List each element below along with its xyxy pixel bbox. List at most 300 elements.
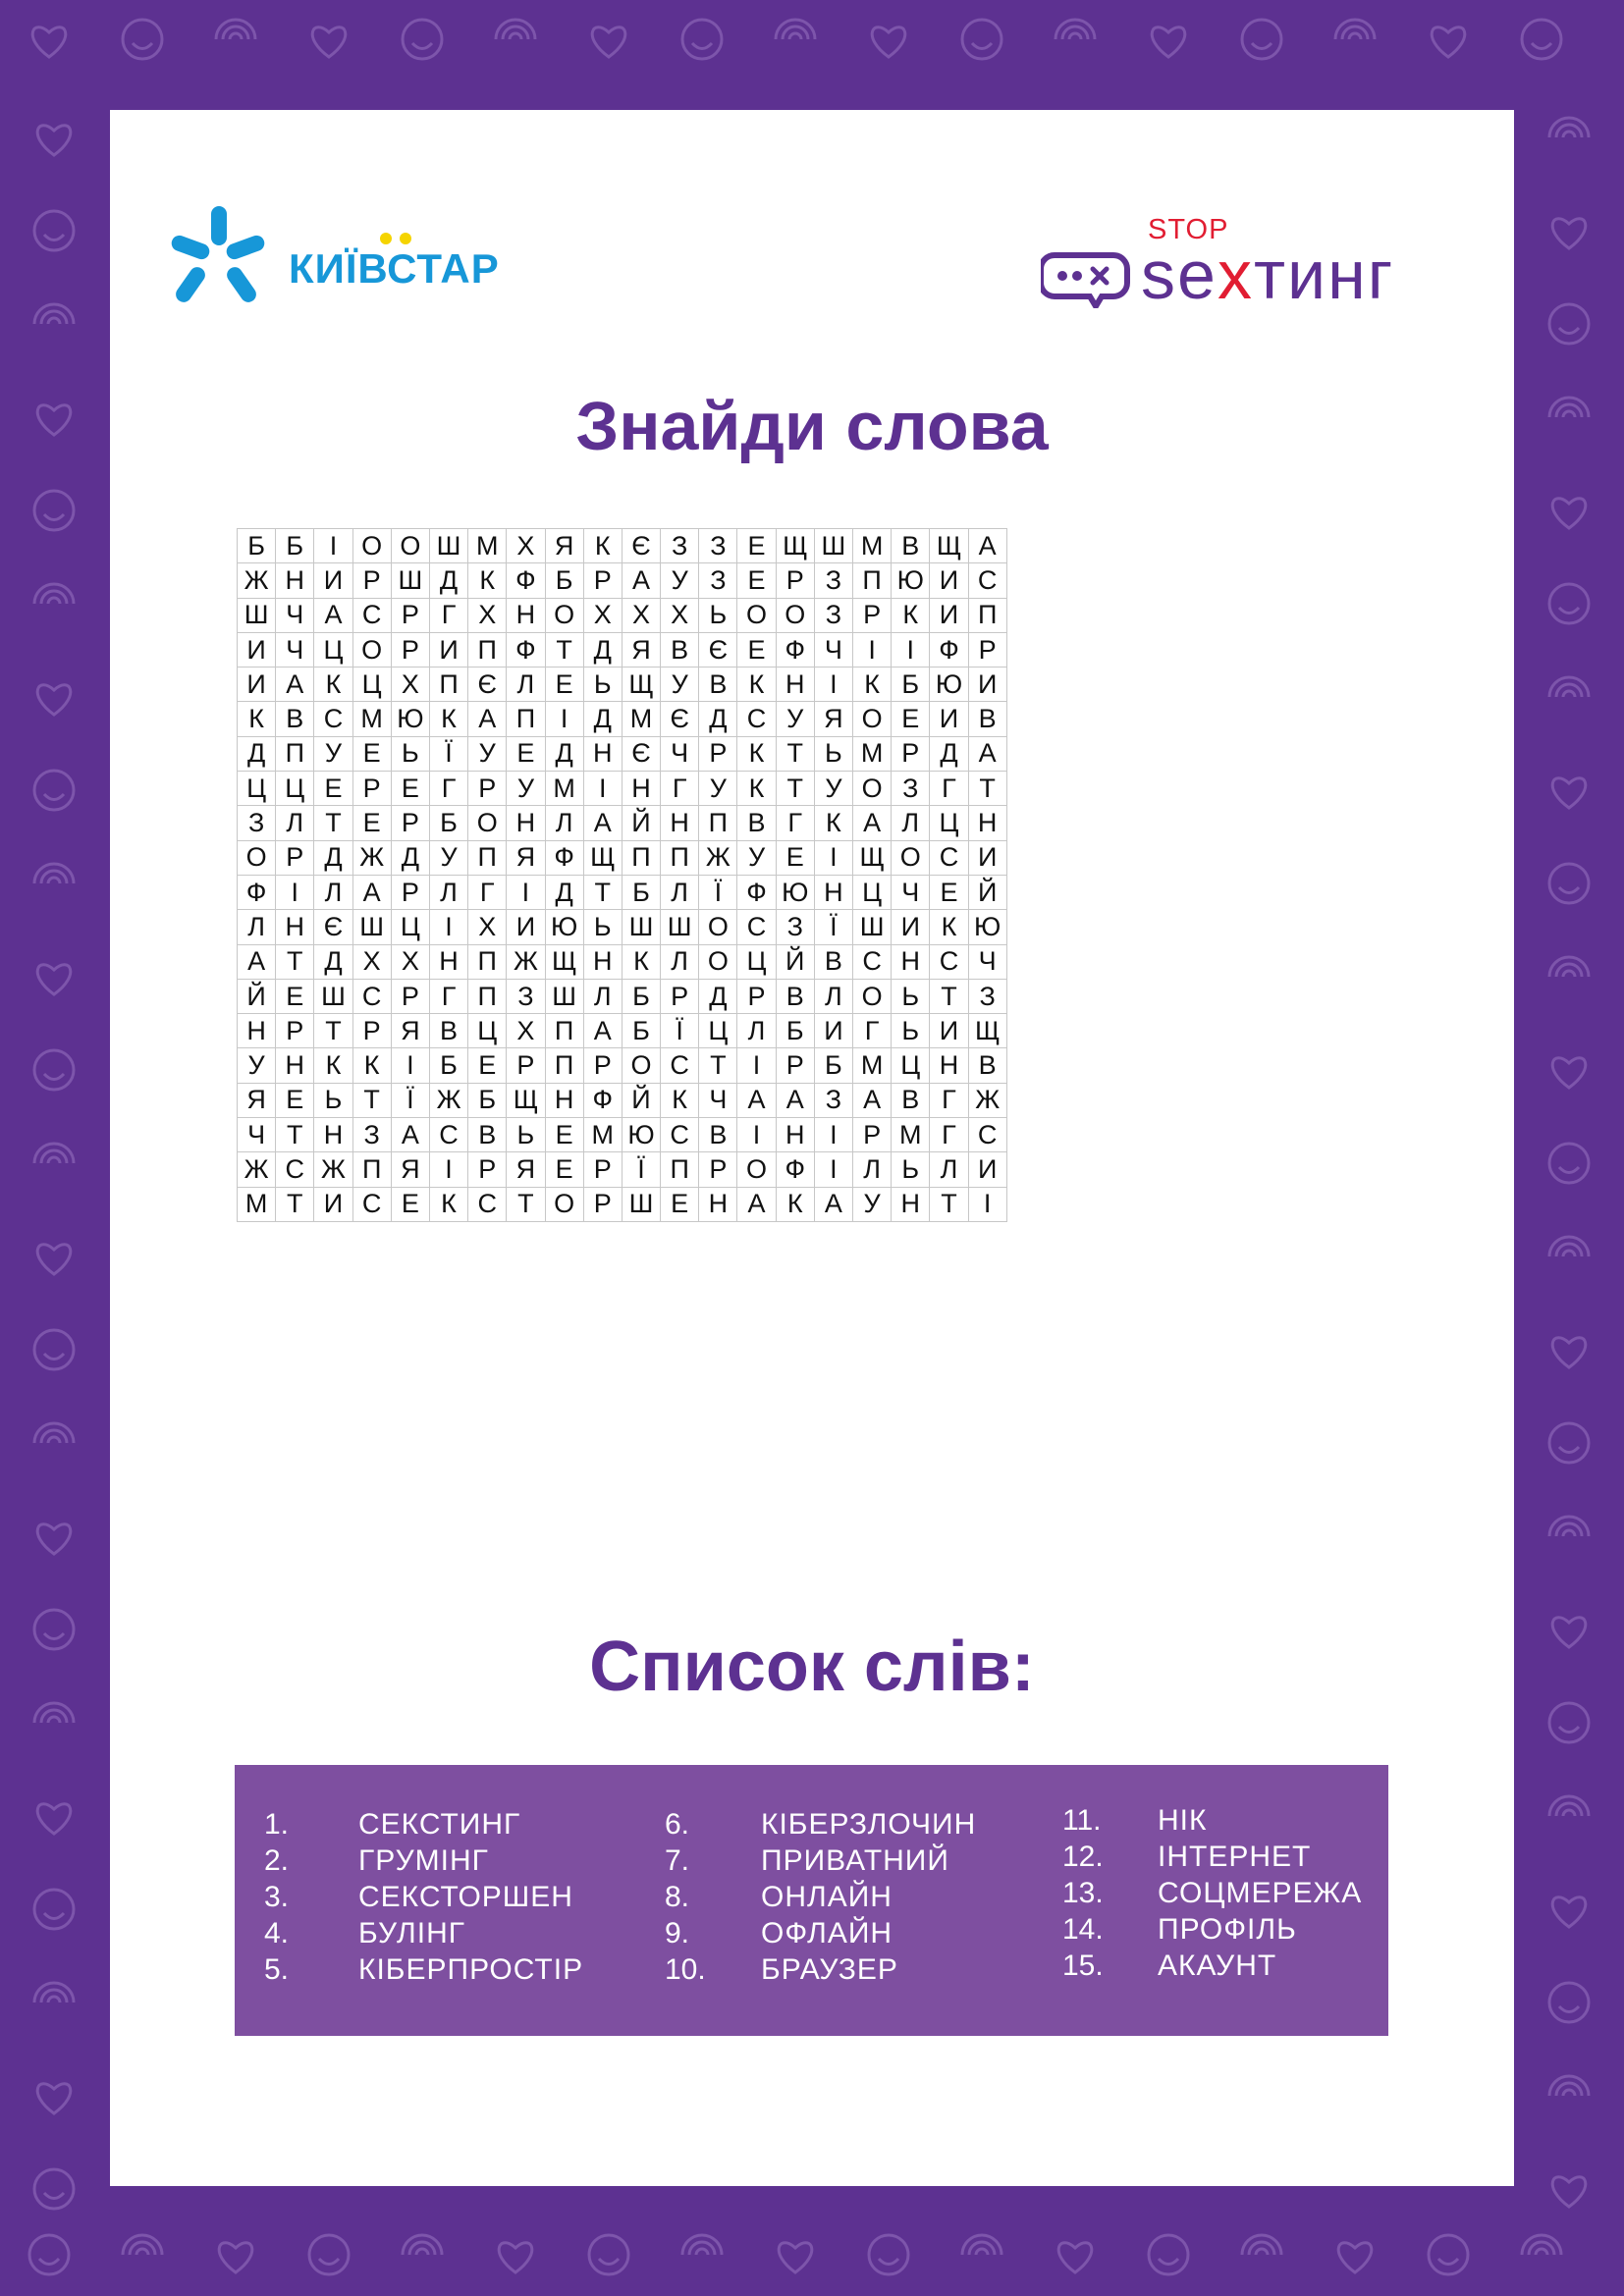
- grid-cell[interactable]: Р: [391, 806, 429, 840]
- grid-cell[interactable]: Ї: [699, 875, 737, 909]
- grid-cell[interactable]: А: [776, 1083, 814, 1117]
- grid-cell[interactable]: И: [930, 563, 968, 598]
- grid-cell[interactable]: Т: [968, 772, 1006, 806]
- grid-cell[interactable]: Е: [314, 772, 352, 806]
- grid-cell[interactable]: Г: [661, 772, 699, 806]
- grid-cell[interactable]: Є: [314, 910, 352, 944]
- grid-cell[interactable]: П: [429, 667, 467, 702]
- grid-cell[interactable]: Х: [622, 598, 660, 632]
- grid-cell[interactable]: Я: [622, 632, 660, 667]
- grid-cell[interactable]: Д: [699, 702, 737, 736]
- grid-cell[interactable]: С: [737, 910, 776, 944]
- grid-cell[interactable]: Ь: [583, 667, 622, 702]
- grid-cell[interactable]: Е: [507, 736, 545, 771]
- grid-cell[interactable]: І: [429, 1152, 467, 1187]
- grid-cell[interactable]: Р: [699, 1152, 737, 1187]
- grid-cell[interactable]: Е: [391, 772, 429, 806]
- grid-cell[interactable]: М: [238, 1187, 276, 1221]
- grid-cell[interactable]: І: [814, 840, 852, 875]
- grid-cell[interactable]: Н: [930, 1048, 968, 1083]
- grid-cell[interactable]: Г: [930, 1118, 968, 1152]
- grid-cell[interactable]: Щ: [968, 1014, 1006, 1048]
- grid-cell[interactable]: Ц: [276, 772, 314, 806]
- grid-cell[interactable]: Ж: [352, 840, 391, 875]
- grid-cell[interactable]: З: [892, 772, 930, 806]
- grid-cell[interactable]: Ц: [352, 667, 391, 702]
- grid-cell[interactable]: Х: [507, 1014, 545, 1048]
- grid-cell[interactable]: Щ: [583, 840, 622, 875]
- grid-cell[interactable]: Б: [429, 1048, 467, 1083]
- grid-cell[interactable]: У: [699, 772, 737, 806]
- grid-cell[interactable]: А: [737, 1187, 776, 1221]
- grid-cell[interactable]: Х: [507, 529, 545, 563]
- grid-cell[interactable]: Р: [699, 736, 737, 771]
- grid-cell[interactable]: З: [661, 529, 699, 563]
- grid-cell[interactable]: И: [314, 563, 352, 598]
- grid-cell[interactable]: Я: [391, 1014, 429, 1048]
- grid-cell[interactable]: Н: [892, 944, 930, 979]
- grid-cell[interactable]: Н: [699, 1187, 737, 1221]
- grid-cell[interactable]: О: [545, 598, 583, 632]
- grid-cell[interactable]: Ц: [314, 632, 352, 667]
- grid-cell[interactable]: Т: [583, 875, 622, 909]
- grid-cell[interactable]: В: [968, 702, 1006, 736]
- grid-cell[interactable]: Х: [391, 944, 429, 979]
- grid-cell[interactable]: О: [853, 702, 892, 736]
- grid-cell[interactable]: Н: [429, 944, 467, 979]
- grid-cell[interactable]: Н: [276, 1048, 314, 1083]
- grid-cell[interactable]: Ф: [507, 632, 545, 667]
- grid-cell[interactable]: Ї: [391, 1083, 429, 1117]
- grid-cell[interactable]: О: [699, 944, 737, 979]
- grid-cell[interactable]: С: [276, 1152, 314, 1187]
- grid-cell[interactable]: Х: [468, 598, 507, 632]
- grid-cell[interactable]: Ж: [314, 1152, 352, 1187]
- grid-cell[interactable]: Д: [583, 702, 622, 736]
- grid-cell[interactable]: І: [391, 1048, 429, 1083]
- grid-cell[interactable]: Ь: [507, 1118, 545, 1152]
- grid-cell[interactable]: О: [776, 598, 814, 632]
- grid-cell[interactable]: Ю: [968, 910, 1006, 944]
- grid-cell[interactable]: С: [468, 1187, 507, 1221]
- grid-cell[interactable]: С: [352, 979, 391, 1013]
- grid-cell[interactable]: В: [699, 1118, 737, 1152]
- grid-cell[interactable]: А: [853, 1083, 892, 1117]
- grid-cell[interactable]: Ц: [853, 875, 892, 909]
- grid-cell[interactable]: Ш: [814, 529, 852, 563]
- grid-cell[interactable]: Б: [276, 529, 314, 563]
- grid-cell[interactable]: Ф: [238, 875, 276, 909]
- grid-cell[interactable]: В: [661, 632, 699, 667]
- grid-cell[interactable]: Р: [507, 1048, 545, 1083]
- grid-cell[interactable]: К: [737, 667, 776, 702]
- grid-cell[interactable]: І: [507, 875, 545, 909]
- grid-cell[interactable]: Б: [238, 529, 276, 563]
- grid-cell[interactable]: К: [661, 1083, 699, 1117]
- grid-cell[interactable]: І: [737, 1048, 776, 1083]
- grid-cell[interactable]: К: [468, 563, 507, 598]
- grid-cell[interactable]: Ф: [776, 1152, 814, 1187]
- grid-cell[interactable]: Л: [276, 806, 314, 840]
- grid-cell[interactable]: Т: [545, 632, 583, 667]
- grid-cell[interactable]: Щ: [930, 529, 968, 563]
- grid-cell[interactable]: О: [853, 979, 892, 1013]
- grid-cell[interactable]: Б: [622, 875, 660, 909]
- grid-cell[interactable]: К: [314, 1048, 352, 1083]
- grid-cell[interactable]: Л: [661, 875, 699, 909]
- grid-cell[interactable]: М: [622, 702, 660, 736]
- grid-cell[interactable]: П: [968, 598, 1006, 632]
- grid-cell[interactable]: Ж: [699, 840, 737, 875]
- grid-cell[interactable]: Д: [314, 944, 352, 979]
- grid-cell[interactable]: Н: [661, 806, 699, 840]
- grid-cell[interactable]: Г: [429, 772, 467, 806]
- grid-cell[interactable]: Н: [622, 772, 660, 806]
- grid-cell[interactable]: Ч: [892, 875, 930, 909]
- grid-cell[interactable]: О: [468, 806, 507, 840]
- grid-cell[interactable]: У: [737, 840, 776, 875]
- grid-cell[interactable]: Н: [776, 667, 814, 702]
- grid-cell[interactable]: Р: [391, 875, 429, 909]
- grid-cell[interactable]: Е: [737, 632, 776, 667]
- grid-cell[interactable]: Х: [352, 944, 391, 979]
- grid-cell[interactable]: З: [507, 979, 545, 1013]
- grid-cell[interactable]: Ф: [737, 875, 776, 909]
- grid-cell[interactable]: Ю: [776, 875, 814, 909]
- grid-cell[interactable]: Ж: [968, 1083, 1006, 1117]
- grid-cell[interactable]: А: [968, 736, 1006, 771]
- grid-cell[interactable]: Л: [507, 667, 545, 702]
- grid-cell[interactable]: Е: [545, 1118, 583, 1152]
- grid-cell[interactable]: П: [661, 1152, 699, 1187]
- grid-cell[interactable]: И: [314, 1187, 352, 1221]
- grid-cell[interactable]: И: [429, 632, 467, 667]
- grid-cell[interactable]: О: [853, 772, 892, 806]
- grid-cell[interactable]: Г: [930, 772, 968, 806]
- grid-cell[interactable]: К: [853, 667, 892, 702]
- grid-cell[interactable]: Х: [583, 598, 622, 632]
- grid-cell[interactable]: Н: [314, 1118, 352, 1152]
- grid-cell[interactable]: Х: [468, 910, 507, 944]
- grid-cell[interactable]: А: [583, 806, 622, 840]
- grid-cell[interactable]: Й: [968, 875, 1006, 909]
- grid-cell[interactable]: І: [853, 632, 892, 667]
- grid-cell[interactable]: Е: [468, 1048, 507, 1083]
- grid-cell[interactable]: Д: [545, 875, 583, 909]
- grid-cell[interactable]: Й: [238, 979, 276, 1013]
- grid-cell[interactable]: П: [853, 563, 892, 598]
- grid-cell[interactable]: Ж: [238, 1152, 276, 1187]
- grid-cell[interactable]: Б: [545, 563, 583, 598]
- grid-cell[interactable]: Ю: [622, 1118, 660, 1152]
- grid-cell[interactable]: В: [468, 1118, 507, 1152]
- grid-cell[interactable]: Ш: [545, 979, 583, 1013]
- grid-cell[interactable]: Е: [276, 979, 314, 1013]
- grid-cell[interactable]: Л: [545, 806, 583, 840]
- grid-cell[interactable]: Т: [699, 1048, 737, 1083]
- grid-cell[interactable]: Г: [429, 979, 467, 1013]
- grid-cell[interactable]: Б: [814, 1048, 852, 1083]
- grid-cell[interactable]: Т: [276, 1118, 314, 1152]
- grid-cell[interactable]: И: [238, 632, 276, 667]
- grid-cell[interactable]: Я: [814, 702, 852, 736]
- grid-cell[interactable]: Р: [583, 1152, 622, 1187]
- grid-cell[interactable]: У: [238, 1048, 276, 1083]
- grid-cell[interactable]: Д: [699, 979, 737, 1013]
- grid-cell[interactable]: У: [776, 702, 814, 736]
- grid-cell[interactable]: Щ: [622, 667, 660, 702]
- grid-cell[interactable]: Щ: [545, 944, 583, 979]
- grid-cell[interactable]: С: [930, 840, 968, 875]
- grid-cell[interactable]: Т: [314, 1014, 352, 1048]
- grid-cell[interactable]: Р: [352, 1014, 391, 1048]
- grid-cell[interactable]: Н: [238, 1014, 276, 1048]
- grid-cell[interactable]: О: [737, 598, 776, 632]
- grid-cell[interactable]: Р: [352, 563, 391, 598]
- grid-cell[interactable]: Т: [276, 944, 314, 979]
- grid-cell[interactable]: Н: [776, 1118, 814, 1152]
- grid-cell[interactable]: Є: [661, 702, 699, 736]
- grid-cell[interactable]: А: [238, 944, 276, 979]
- grid-cell[interactable]: Н: [545, 1083, 583, 1117]
- grid-cell[interactable]: Р: [352, 772, 391, 806]
- grid-cell[interactable]: О: [622, 1048, 660, 1083]
- grid-cell[interactable]: Ф: [545, 840, 583, 875]
- grid-cell[interactable]: И: [968, 840, 1006, 875]
- grid-cell[interactable]: Р: [391, 979, 429, 1013]
- grid-cell[interactable]: Р: [583, 1187, 622, 1221]
- grid-cell[interactable]: Щ: [853, 840, 892, 875]
- grid-cell[interactable]: З: [352, 1118, 391, 1152]
- grid-cell[interactable]: Ї: [661, 1014, 699, 1048]
- grid-cell[interactable]: Е: [352, 736, 391, 771]
- grid-cell[interactable]: Х: [391, 667, 429, 702]
- grid-cell[interactable]: А: [814, 1187, 852, 1221]
- grid-cell[interactable]: Ю: [892, 563, 930, 598]
- grid-cell[interactable]: Р: [276, 1014, 314, 1048]
- grid-cell[interactable]: Ц: [391, 910, 429, 944]
- grid-cell[interactable]: Т: [930, 979, 968, 1013]
- grid-cell[interactable]: И: [930, 598, 968, 632]
- grid-cell[interactable]: О: [892, 840, 930, 875]
- grid-cell[interactable]: О: [545, 1187, 583, 1221]
- grid-cell[interactable]: У: [468, 736, 507, 771]
- grid-cell[interactable]: І: [314, 529, 352, 563]
- grid-cell[interactable]: У: [814, 772, 852, 806]
- grid-cell[interactable]: А: [622, 563, 660, 598]
- grid-cell[interactable]: Ш: [314, 979, 352, 1013]
- grid-cell[interactable]: П: [699, 806, 737, 840]
- grid-cell[interactable]: П: [622, 840, 660, 875]
- grid-cell[interactable]: В: [737, 806, 776, 840]
- grid-cell[interactable]: Д: [545, 736, 583, 771]
- grid-cell[interactable]: Ь: [391, 736, 429, 771]
- grid-cell[interactable]: І: [276, 875, 314, 909]
- grid-cell[interactable]: І: [814, 1118, 852, 1152]
- grid-cell[interactable]: М: [352, 702, 391, 736]
- grid-cell[interactable]: Ч: [238, 1118, 276, 1152]
- grid-cell[interactable]: С: [661, 1048, 699, 1083]
- grid-cell[interactable]: Ю: [930, 667, 968, 702]
- grid-cell[interactable]: М: [545, 772, 583, 806]
- grid-cell[interactable]: Ь: [892, 979, 930, 1013]
- grid-cell[interactable]: П: [276, 736, 314, 771]
- grid-cell[interactable]: Р: [776, 1048, 814, 1083]
- grid-cell[interactable]: Ц: [238, 772, 276, 806]
- grid-cell[interactable]: Г: [776, 806, 814, 840]
- grid-cell[interactable]: И: [930, 1014, 968, 1048]
- grid-cell[interactable]: Ш: [622, 910, 660, 944]
- grid-cell[interactable]: Ч: [968, 944, 1006, 979]
- grid-cell[interactable]: З: [699, 529, 737, 563]
- grid-cell[interactable]: И: [814, 1014, 852, 1048]
- grid-cell[interactable]: Ш: [238, 598, 276, 632]
- grid-cell[interactable]: Є: [468, 667, 507, 702]
- grid-cell[interactable]: Е: [391, 1187, 429, 1221]
- grid-cell[interactable]: Н: [276, 563, 314, 598]
- grid-cell[interactable]: Ф: [930, 632, 968, 667]
- grid-cell[interactable]: І: [814, 1152, 852, 1187]
- grid-cell[interactable]: Л: [814, 979, 852, 1013]
- grid-cell[interactable]: Г: [853, 1014, 892, 1048]
- grid-cell[interactable]: Р: [737, 979, 776, 1013]
- grid-cell[interactable]: Н: [583, 944, 622, 979]
- grid-cell[interactable]: А: [314, 598, 352, 632]
- grid-cell[interactable]: И: [968, 1152, 1006, 1187]
- grid-cell[interactable]: М: [853, 1048, 892, 1083]
- grid-cell[interactable]: Т: [776, 736, 814, 771]
- grid-cell[interactable]: Б: [622, 979, 660, 1013]
- grid-cell[interactable]: В: [276, 702, 314, 736]
- grid-cell[interactable]: Ж: [429, 1083, 467, 1117]
- grid-cell[interactable]: Ф: [507, 563, 545, 598]
- grid-cell[interactable]: Й: [622, 806, 660, 840]
- grid-cell[interactable]: Р: [391, 598, 429, 632]
- grid-cell[interactable]: Л: [661, 944, 699, 979]
- grid-cell[interactable]: Л: [429, 875, 467, 909]
- grid-cell[interactable]: Е: [276, 1083, 314, 1117]
- grid-cell[interactable]: Ї: [429, 736, 467, 771]
- grid-cell[interactable]: Ь: [814, 736, 852, 771]
- grid-cell[interactable]: Д: [238, 736, 276, 771]
- grid-cell[interactable]: Т: [352, 1083, 391, 1117]
- grid-cell[interactable]: С: [968, 1118, 1006, 1152]
- grid-cell[interactable]: Д: [391, 840, 429, 875]
- grid-cell[interactable]: С: [352, 1187, 391, 1221]
- grid-cell[interactable]: Ф: [583, 1083, 622, 1117]
- grid-cell[interactable]: Е: [737, 529, 776, 563]
- grid-cell[interactable]: Н: [276, 910, 314, 944]
- grid-cell[interactable]: И: [892, 910, 930, 944]
- grid-cell[interactable]: К: [352, 1048, 391, 1083]
- grid-cell[interactable]: К: [776, 1187, 814, 1221]
- grid-cell[interactable]: Є: [699, 632, 737, 667]
- grid-cell[interactable]: Н: [892, 1187, 930, 1221]
- grid-cell[interactable]: П: [468, 979, 507, 1013]
- grid-cell[interactable]: І: [892, 632, 930, 667]
- grid-cell[interactable]: Р: [583, 1048, 622, 1083]
- grid-cell[interactable]: У: [661, 667, 699, 702]
- grid-cell[interactable]: З: [814, 598, 852, 632]
- grid-cell[interactable]: Ч: [814, 632, 852, 667]
- grid-cell[interactable]: П: [468, 944, 507, 979]
- grid-cell[interactable]: Р: [892, 736, 930, 771]
- grid-cell[interactable]: Т: [276, 1187, 314, 1221]
- grid-cell[interactable]: К: [429, 1187, 467, 1221]
- grid-cell[interactable]: Ч: [276, 632, 314, 667]
- grid-cell[interactable]: Ц: [892, 1048, 930, 1083]
- grid-cell[interactable]: Л: [853, 1152, 892, 1187]
- grid-cell[interactable]: А: [468, 702, 507, 736]
- grid-cell[interactable]: Ш: [853, 910, 892, 944]
- grid-cell[interactable]: Л: [238, 910, 276, 944]
- grid-cell[interactable]: Л: [583, 979, 622, 1013]
- grid-cell[interactable]: Р: [391, 632, 429, 667]
- grid-cell[interactable]: К: [314, 667, 352, 702]
- grid-cell[interactable]: О: [391, 529, 429, 563]
- grid-cell[interactable]: Я: [391, 1152, 429, 1187]
- grid-cell[interactable]: А: [391, 1118, 429, 1152]
- grid-cell[interactable]: З: [968, 979, 1006, 1013]
- grid-cell[interactable]: С: [314, 702, 352, 736]
- grid-cell[interactable]: Т: [314, 806, 352, 840]
- grid-cell[interactable]: Р: [661, 979, 699, 1013]
- grid-cell[interactable]: Р: [276, 840, 314, 875]
- grid-cell[interactable]: Н: [507, 806, 545, 840]
- grid-cell[interactable]: Й: [622, 1083, 660, 1117]
- grid-cell[interactable]: Е: [661, 1187, 699, 1221]
- grid-cell[interactable]: Х: [661, 598, 699, 632]
- grid-cell[interactable]: К: [930, 910, 968, 944]
- grid-cell[interactable]: І: [814, 667, 852, 702]
- grid-cell[interactable]: Б: [622, 1014, 660, 1048]
- grid-cell[interactable]: З: [776, 910, 814, 944]
- grid-cell[interactable]: С: [853, 944, 892, 979]
- grid-cell[interactable]: П: [507, 702, 545, 736]
- grid-cell[interactable]: Р: [853, 598, 892, 632]
- grid-cell[interactable]: Е: [737, 563, 776, 598]
- grid-cell[interactable]: В: [968, 1048, 1006, 1083]
- grid-cell[interactable]: І: [737, 1118, 776, 1152]
- grid-cell[interactable]: П: [468, 840, 507, 875]
- grid-cell[interactable]: В: [892, 1083, 930, 1117]
- grid-cell[interactable]: Ш: [661, 910, 699, 944]
- grid-cell[interactable]: Е: [545, 1152, 583, 1187]
- grid-cell[interactable]: Т: [507, 1187, 545, 1221]
- grid-cell[interactable]: В: [892, 529, 930, 563]
- grid-cell[interactable]: Ц: [468, 1014, 507, 1048]
- grid-cell[interactable]: К: [737, 736, 776, 771]
- grid-cell[interactable]: К: [892, 598, 930, 632]
- grid-cell[interactable]: З: [238, 806, 276, 840]
- grid-cell[interactable]: С: [930, 944, 968, 979]
- grid-cell[interactable]: В: [429, 1014, 467, 1048]
- grid-cell[interactable]: Т: [930, 1187, 968, 1221]
- grid-cell[interactable]: О: [352, 529, 391, 563]
- grid-cell[interactable]: Ь: [699, 598, 737, 632]
- grid-cell[interactable]: Я: [507, 1152, 545, 1187]
- grid-cell[interactable]: І: [583, 772, 622, 806]
- grid-cell[interactable]: Ф: [776, 632, 814, 667]
- grid-cell[interactable]: А: [968, 529, 1006, 563]
- grid-cell[interactable]: Ю: [391, 702, 429, 736]
- grid-cell[interactable]: Й: [776, 944, 814, 979]
- grid-cell[interactable]: В: [814, 944, 852, 979]
- grid-cell[interactable]: М: [853, 529, 892, 563]
- grid-cell[interactable]: Ш: [622, 1187, 660, 1221]
- grid-cell[interactable]: П: [661, 840, 699, 875]
- grid-cell[interactable]: У: [507, 772, 545, 806]
